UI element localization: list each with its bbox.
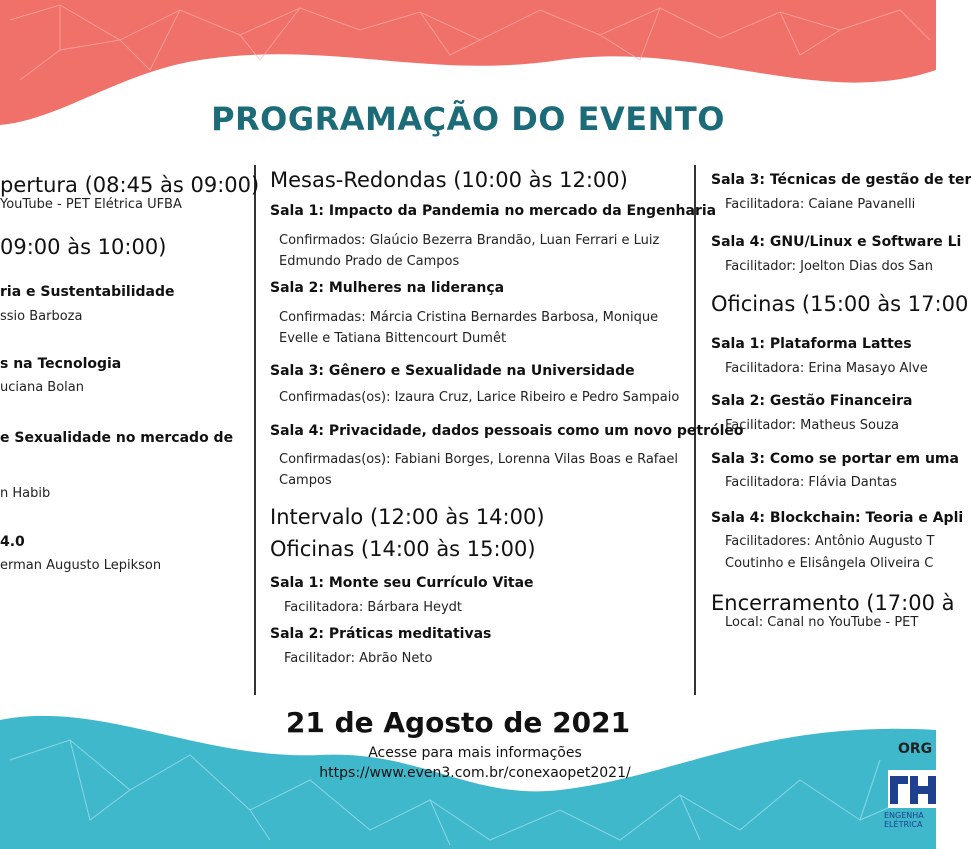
- col3-sala-title: Sala 4: GNU/Linux e Software Li: [711, 234, 962, 250]
- col1-item-person: erman Augusto Lepikson: [0, 558, 162, 573]
- col1-item-title: ria e Sustentabilidade: [0, 284, 175, 300]
- column-divider-left: [254, 165, 256, 695]
- col3-facilitator: Facilitador: Matheus Souza: [725, 418, 900, 433]
- mesa-sala-title: Sala 4: Privacidade, dados pessoais como um novo petróleo: [270, 423, 744, 439]
- event-date: 21 de Agosto de 2021: [285, 706, 631, 739]
- col3-oficinas-title: Oficinas (15:00 às 17:00: [711, 292, 969, 316]
- mesas-title: Mesas-Redondas (10:00 às 12:00): [270, 168, 628, 192]
- mesa-sala-title: Sala 2: Mulheres na liderança: [270, 280, 505, 296]
- mesa-sala-confirmed: Confirmadas(os): Izaura Cruz, Larice Ribeiro e Pedro Sampaio: [279, 390, 680, 405]
- mesa-sala-title: Sala 1: Impacto da Pandemia no mercado da Engenharia: [270, 203, 717, 219]
- oficina-sala-title: Sala 2: Práticas meditativas: [270, 626, 492, 642]
- event-url-link[interactable]: https://www.even3.com.br/conexaopet2021/: [319, 765, 631, 781]
- col3-facilitator: Facilitadora: Flávia Dantas: [725, 475, 897, 490]
- col1-item-title: s na Tecnologia: [0, 356, 122, 372]
- block-title: 09:00 às 10:00): [0, 235, 167, 259]
- col3-facilitator: Facilitadores: Antônio Augusto T: [725, 534, 935, 549]
- mesa-sala-confirmed: Confirmados: Glaúcio Bezerra Brandão, Luan Ferrari e Luiz Edmundo Prado de Campos: [279, 233, 660, 269]
- mesa-sala-confirmed: Confirmadas(os): Fabiani Borges, Lorenna Vilas Boas e Rafael Campos: [279, 452, 678, 488]
- col1-item-title: e Sexualidade no mercado de: [0, 430, 234, 446]
- pet-eletrica-logo-icon: [888, 770, 936, 808]
- col3-facilitator: Facilitadora: Erina Masayo Alve: [725, 361, 928, 376]
- oficina-sala-title: Sala 1: Monte seu Currículo Vitae: [270, 575, 534, 591]
- col3-sala-title: Sala 1: Plataforma Lattes: [711, 336, 912, 352]
- col1-item-person: ssio Barboza: [0, 309, 83, 324]
- col3-sala-title: Sala 3: Como se portar em uma: [711, 451, 959, 467]
- oficina-facilitator: Facilitadora: Bárbara Heydt: [284, 600, 463, 615]
- col1-item-person: uciana Bolan: [0, 380, 84, 395]
- opening-title: pertura (08:45 às 09:00): [0, 173, 260, 197]
- mesa-sala-title: Sala 3: Gênero e Sexualidade na Universidade: [270, 363, 635, 379]
- col3-facilitator: Facilitadora: Caiane Pavanelli: [725, 197, 916, 212]
- organizer-label: ORG: [898, 741, 933, 757]
- page-title: PROGRAMAÇÃO DO EVENTO: [211, 100, 725, 138]
- logo-text: ENGENHA ELÉTRICA: [884, 811, 924, 829]
- col3-sala-title: Sala 4: Blockchain: Teoria e Apli: [711, 510, 964, 526]
- col3-facilitator: Facilitador: Joelton Dias dos San: [725, 259, 934, 274]
- oficina-facilitator: Facilitador: Abrão Neto: [284, 651, 433, 666]
- encerramento-local: Local: Canal no YouTube - PET: [725, 615, 919, 630]
- col3-sala-title: Sala 2: Gestão Financeira: [711, 393, 913, 409]
- col3-sala-title: Sala 3: Técnicas de gestão de ter: [711, 172, 971, 188]
- encerramento-title: Encerramento (17:00 à: [711, 591, 955, 615]
- col1-item-title: 4.0: [0, 534, 25, 550]
- opening-local: YouTube - PET Elétrica UFBA: [0, 197, 182, 212]
- intervalo-title: Intervalo (12:00 às 14:00): [270, 505, 545, 529]
- more-info-text: Acesse para mais informações: [368, 745, 582, 761]
- col1-item-person: n Habib: [0, 486, 51, 501]
- col3-facilitator: Coutinho e Elisângela Oliveira C: [725, 556, 934, 571]
- mesa-sala-confirmed: Confirmadas: Márcia Cristina Bernardes Barbosa, Monique Evelle e Tatiana Bittencourt Dumêt: [279, 310, 659, 346]
- oficinas-title: Oficinas (14:00 às 15:00): [270, 537, 536, 561]
